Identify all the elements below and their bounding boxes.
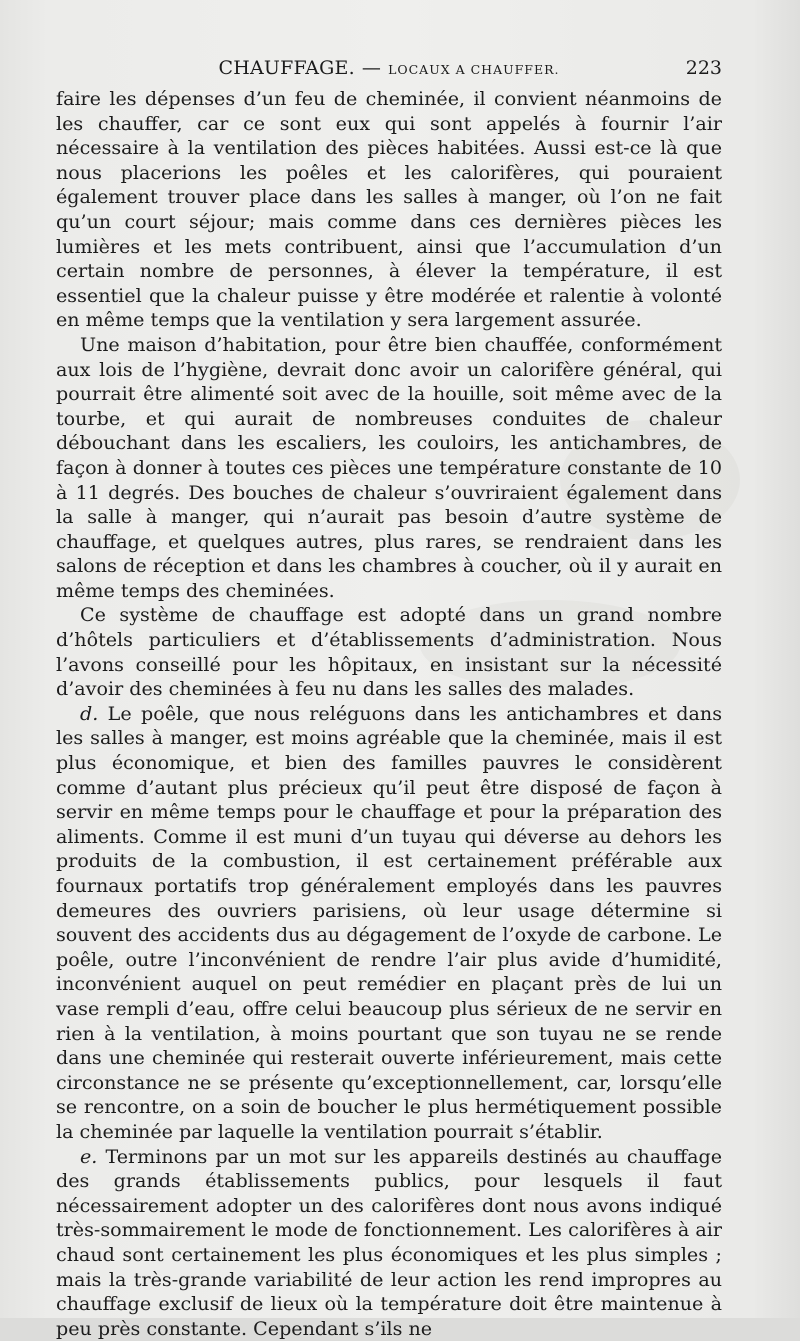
paragraph-continued <box>56 87 722 333</box>
paragraph-label: e. <box>80 1144 98 1168</box>
paragraph-text: Ce système de chauffage est adopté dans un grand nombre d’hôtels particuliers et d’établissements d’administration. Nous l’avons conseillé pour les hôpitaux, en insistant sur la nécessité d’avoir des cheminées à feu nu dans les salles des malades. <box>56 603 722 701</box>
running-header <box>56 54 722 82</box>
chapter-title: CHAUFFAGE. <box>218 57 355 79</box>
paragraph-label: d. <box>80 701 99 725</box>
paragraph-text: Terminons par un mot sur les appareils destinés au chauffage des grands établissements publics, pour lesquels il faut nécessairement adopter un des calorifères dont nous avons indiqué très-sommairement le mode de fonctionnement. Les calorifères à air chaud sont certainement les plus économiques et les plus simples ; mais la très-grande variabilité de leur action les rend impropres au chauffage exclusif de lieux où la température doit être maintenue à peu près constante. Cependant s’ils ne <box>56 1144 722 1340</box>
paragraph <box>56 603 722 701</box>
running-title <box>56 54 722 84</box>
body-text <box>56 87 722 1341</box>
paragraph-text: faire les dépenses d’un feu de cheminée, il convient néanmoins de les chauffer, car ce sont eux qui sont appelés à fournir l’air nécessaire à la ventilation des pièces habitées. Aussi est-ce là que nous placerions les poêles et les calorifères, qui pouraient également trouver place dans les salles à manger, où l’on ne fait qu’un court séjour; mais comme dans ces dernières pièces les lumières et les mets contribuent, ainsi que l’accumulation d’un certain nombre de personnes, à élever la température, il est essentiel que la chaleur puisse y être modérée et ralentie à volonté en même temps que la ventilation y sera largement assurée. <box>56 87 722 332</box>
title-separator: — <box>361 57 382 79</box>
paragraph-text: Le poêle, que nous reléguons dans les antichambres et dans les salles à manger, est moins agréable que la cheminée, mais il est plus économique, et bien des familles pauvres le considèrent comme d’autant plus précieux qu’il peut être disposé de façon à servir en même temps pour le chauffage et pour la préparation des aliments. Comme il est muni d’un tuyau qui déverse au dehors les produits de la combustion, il est certainement préférable aux fournaux portatifs trop généralement employés dans les pauvres demeures des ouvriers parisiens, où leur usage détermine si souvent des accidents dus au dégagement de l’oxyde de carbone. Le poêle, outre l’inconvénient de rendre l’air plus avide d’humidité, inconvénient auquel on peut remédier en plaçant près de lui un vase rempli d’eau, offre celui beaucoup plus sérieux de ne servir en rien à la ventilation, à moins pourtant que son tuyau ne se rende dans une cheminée qui resterait ouverte inférieurement, mais cette circonstance ne se présente qu’exceptionnellement, car, lorsqu’elle se rencontre, on a soin de boucher le plus hermétiquement possible la cheminée par laquelle la ventilation pourrait s’établir. <box>56 701 723 1143</box>
section-subtitle: LOCAUX A CHAUFFER. <box>388 62 560 77</box>
page-number: 223 <box>685 57 722 79</box>
paragraph-text: Une maison d’habitation, pour être bien chauffée, conformément aux lois de l’hygiène, devrait donc avoir un calorifère général, qui pourrait être alimenté soit avec de la houille, soit même avec de la tourbe, et qui aurait de nombreuses conduites de chaleur débouchant dans les escaliers, les couloirs, les antichambres, de façon à donner à toutes ces pièces une température constante de 10 à 11 degrés. Des bouches de chaleur s’ouvriraient également dans la salle à manger, qui n’aurait pas besoin d’autre système de chauffage, et quelques autres, plus rares, se rendraient dans les salons de réception et dans les chambres à coucher, où il y aurait en même temps des cheminées. <box>56 332 722 602</box>
paragraph-d <box>56 702 722 1145</box>
paragraph-e <box>56 1145 722 1341</box>
paragraph <box>56 333 722 604</box>
